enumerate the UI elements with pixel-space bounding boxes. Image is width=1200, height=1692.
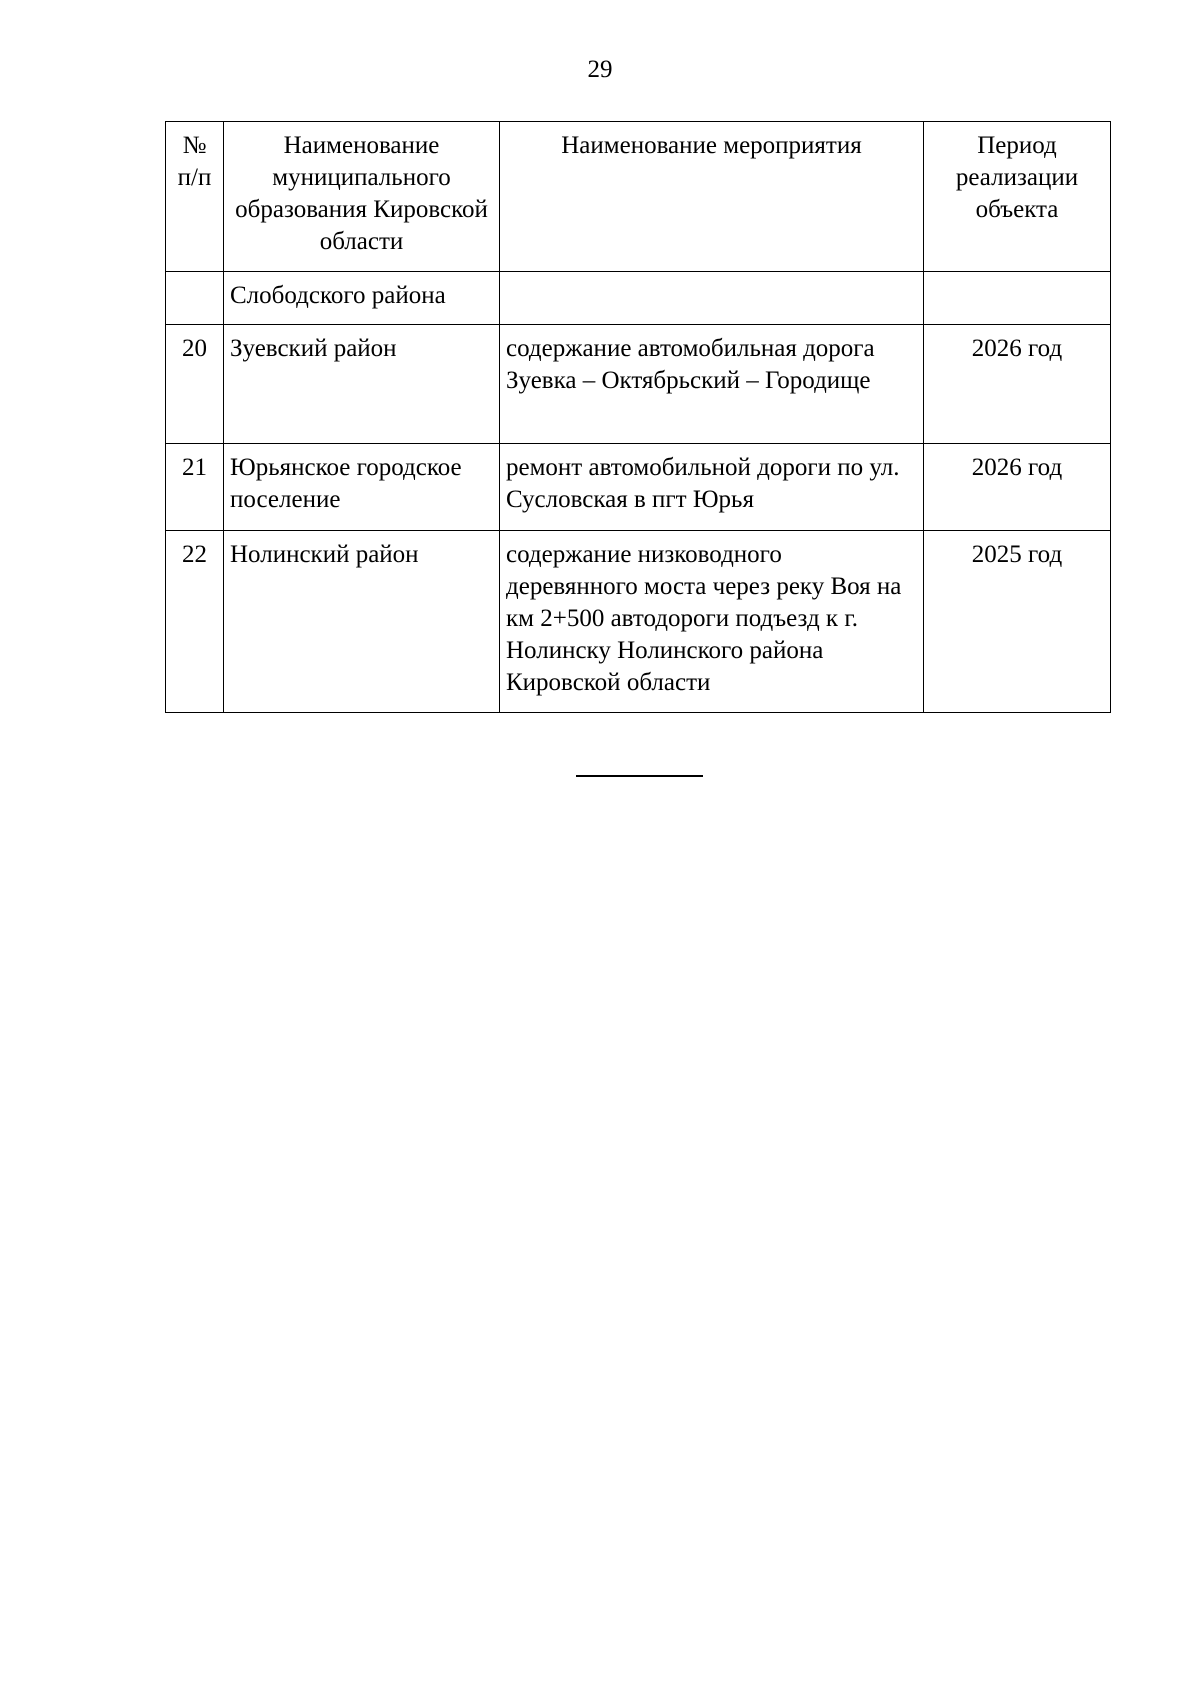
cell-num: 22 bbox=[166, 531, 224, 713]
header-municipality: Наименование муниципального образования Кировской области bbox=[224, 122, 500, 272]
cell-period: 2026 год bbox=[924, 325, 1111, 444]
cell-event: содержание низководного деревянного моста через реку Воя на км 2+500 автодороги подъезд к г. Нолинску Нолинского района Кировской области bbox=[500, 531, 924, 713]
cell-municipality: Юрьянское городское поселение bbox=[224, 444, 500, 531]
cell-period: 2026 год bbox=[924, 444, 1111, 531]
table-row bbox=[166, 531, 1111, 713]
cell-num: 21 bbox=[166, 444, 224, 531]
cell-municipality: Слободского района bbox=[224, 272, 500, 325]
measures-table bbox=[165, 121, 1111, 713]
table-row-continuation bbox=[166, 272, 1111, 325]
page-number: 29 bbox=[587, 56, 613, 83]
cell-event bbox=[500, 272, 924, 325]
cell-period bbox=[924, 272, 1111, 325]
cell-municipality: Нолинский район bbox=[224, 531, 500, 713]
cell-event: содержание автомобильная дорога Зуевка – Октябрьский – Городище bbox=[500, 325, 924, 444]
cell-event: ремонт автомобильной дороги по ул. Сусловская в пгт Юрья bbox=[500, 444, 924, 531]
end-of-document-rule bbox=[576, 775, 703, 777]
header-num: № п/п bbox=[166, 122, 224, 272]
cell-period: 2025 год bbox=[924, 531, 1111, 713]
header-event: Наименование мероприятия bbox=[500, 122, 924, 272]
table-row bbox=[166, 444, 1111, 531]
cell-num bbox=[166, 272, 224, 325]
table-header-row bbox=[166, 122, 1111, 272]
header-period: Период реализации объекта bbox=[924, 122, 1111, 272]
cell-num: 20 bbox=[166, 325, 224, 444]
table-row bbox=[166, 325, 1111, 444]
cell-municipality: Зуевский район bbox=[224, 325, 500, 444]
